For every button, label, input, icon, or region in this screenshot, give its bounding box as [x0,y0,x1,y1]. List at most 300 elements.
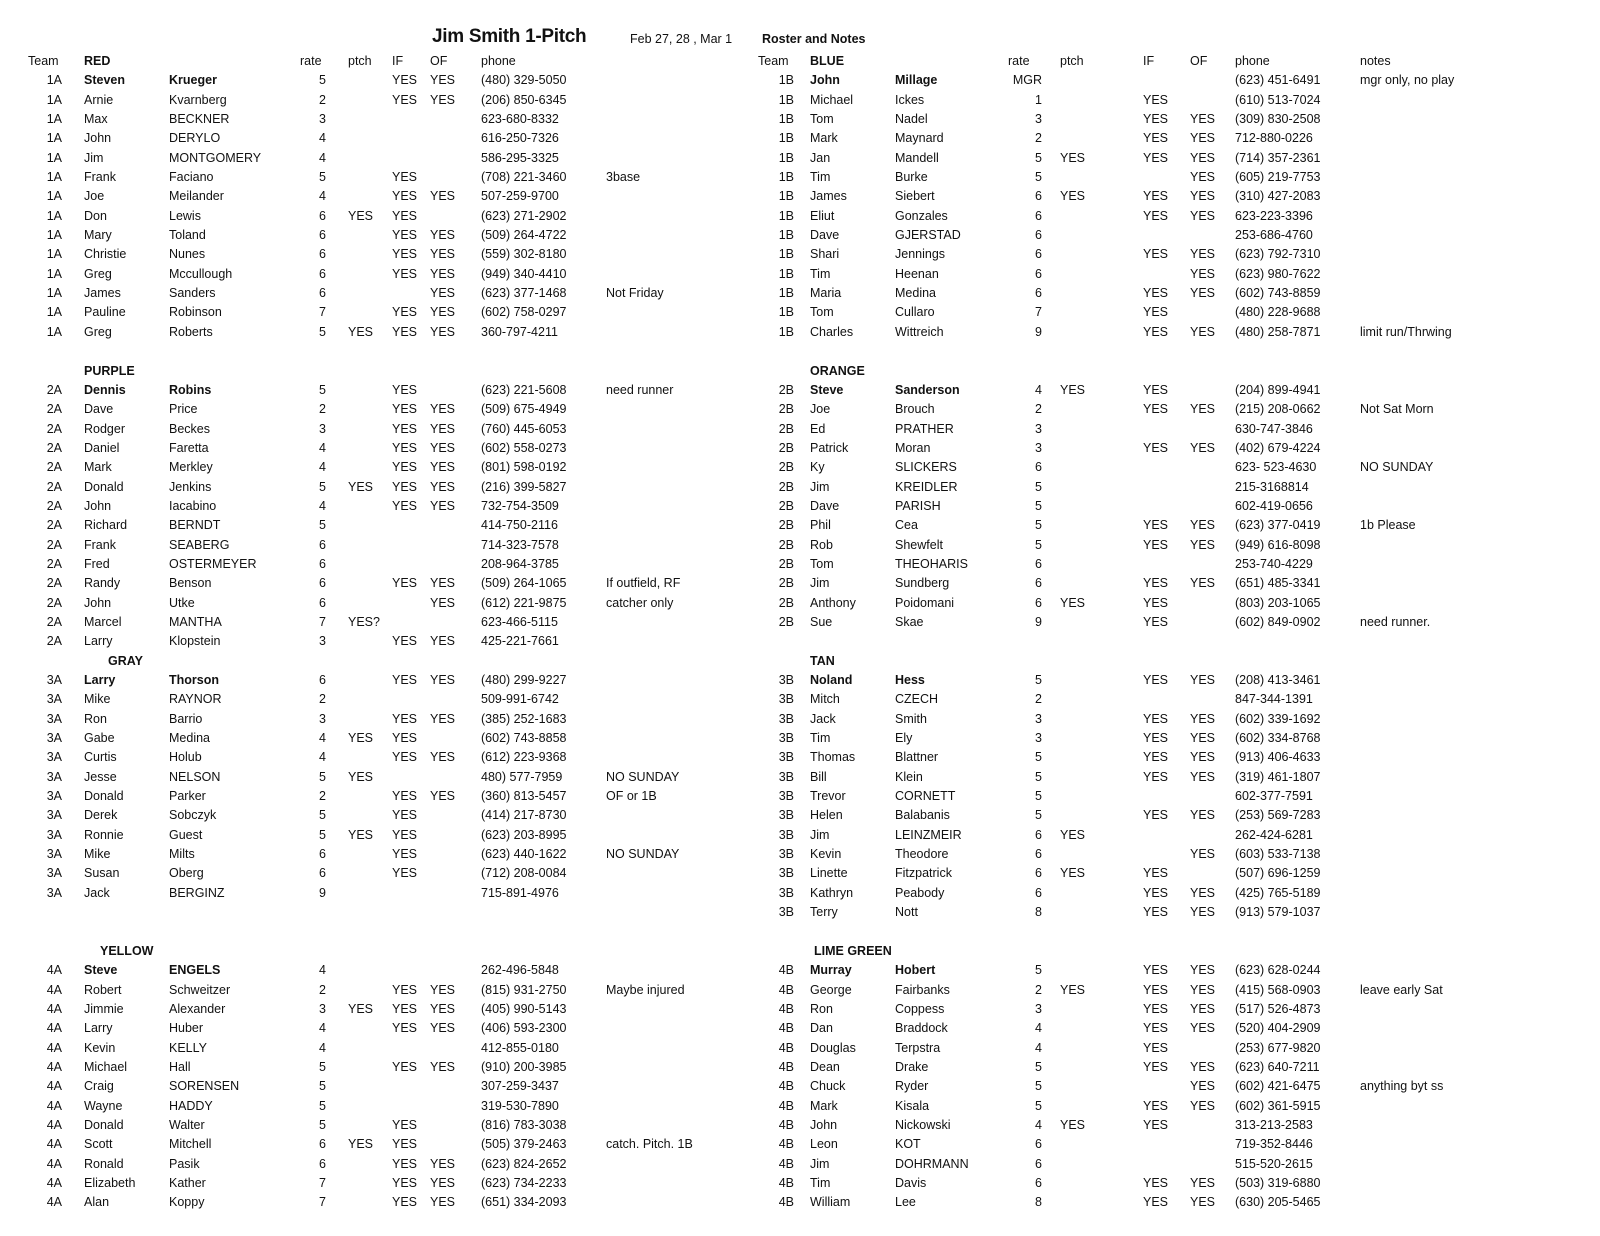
player-last-name: MONTGOMERY [169,150,262,165]
player-phone: 262-496-5848 [481,963,559,978]
player-last-name: Siebert [895,189,935,204]
player-notes: leave early Sat [1360,982,1443,997]
player-last-name: Nickowski [895,1117,951,1132]
player-first-name: Leon [810,1137,838,1152]
player-first-name: Kathryn [810,885,854,900]
player-phone: (801) 598-0192 [481,460,567,475]
player-row [0,961,740,980]
player-team-code: 4A [46,1079,62,1094]
player-infield: YES [1143,1175,1169,1190]
player-infield: YES [392,982,418,997]
player-team-code: 2A [46,479,62,494]
player-row [0,71,740,90]
player-phone: (714) 357-2361 [1235,150,1321,165]
player-team-code: 2A [46,402,62,417]
player-last-name: Cullaro [895,305,935,320]
player-last-name: Holub [169,750,202,765]
player-notes: catch. Pitch. 1B [606,1137,693,1152]
player-last-name: Jenkins [169,479,212,494]
player-team-code: 3A [46,711,62,726]
player-row [760,594,1600,613]
player-last-name: SORENSEN [169,1079,240,1094]
player-outfield: YES [1190,440,1216,455]
player-team-code: 3B [778,673,794,687]
player-team-code: 4B [778,1001,794,1016]
player-rate: 6 [319,266,326,281]
player-first-name: Mark [84,460,112,475]
player-rate: 4 [1035,382,1042,397]
player-last-name: Price [169,402,198,417]
player-last-name: Millage [895,73,938,88]
player-outfield: YES [430,189,456,204]
player-row [760,1135,1600,1154]
player-first-name: Ron [810,1001,833,1016]
player-rate: 5 [319,769,326,784]
player-phone: 715-891-4976 [481,885,559,900]
player-team-code: 2A [46,576,62,591]
player-team-code: 3B [778,711,794,726]
team-name-yellow: YELLOW [100,943,154,958]
player-first-name: Tom [810,112,834,127]
player-outfield: YES [1190,711,1216,726]
player-rate: 2 [319,982,326,997]
player-last-name: RAYNOR [169,692,222,707]
player-team-code: 3A [46,769,62,784]
player-phone: (623) 640-7211 [1235,1059,1320,1074]
player-phone: (708) 221-3460 [481,170,567,185]
player-team-code: 4A [46,963,62,978]
player-last-name: KELLY [169,1040,207,1055]
player-phone: 630-747-3846 [1235,421,1313,436]
player-row [0,981,740,1000]
player-outfield: YES [1190,402,1216,417]
player-last-name: Koppy [169,1195,205,1210]
player-rate: 5 [1035,769,1042,784]
player-team-code: 2B [778,479,794,494]
player-notes: NO SUNDAY [606,769,680,784]
team-block-gray [0,671,740,903]
player-phone: 623-223-3396 [1235,208,1313,223]
player-first-name: Arnie [84,92,114,107]
player-last-name: Roberts [169,324,213,339]
player-team-code: 1A [46,286,62,301]
player-infield: YES [1143,92,1169,107]
player-rate: 6 [1035,266,1042,281]
player-outfield: YES [430,789,456,804]
player-team-code: 1B [778,73,794,88]
player-ptch: YES [1060,382,1086,397]
player-team-code: 3B [778,827,794,842]
player-first-name: Max [84,112,108,127]
player-last-name: Parker [169,789,206,804]
player-last-name: Faretta [169,440,209,455]
player-first-name: James [84,286,121,301]
player-first-name: Daniel [84,440,120,455]
player-last-name: CORNETT [895,789,956,804]
player-outfield: YES [430,673,456,687]
player-team-code: 1B [778,131,794,146]
player-phone: 215-3168814 [1235,479,1309,494]
player-first-name: Steve [810,382,844,397]
player-team-code: 3B [778,789,794,804]
player-team-code: 1B [778,286,794,301]
player-row [0,439,740,458]
player-first-name: Dave [810,498,840,513]
player-last-name: Meilander [169,189,224,204]
player-team-code: 2A [46,382,62,397]
player-team-code: 3B [778,905,794,920]
player-first-name: Anthony [810,595,856,610]
player-phone: (602) 758-0297 [481,305,567,320]
player-row [760,536,1600,555]
player-first-name: Wayne [84,1098,123,1113]
player-row [760,864,1600,883]
player-team-code: 2B [778,614,794,629]
player-outfield: YES [1190,266,1216,281]
player-rate: MGR [1012,73,1042,88]
player-notes: need runner [606,382,674,397]
player-phone: (910) 200-3985 [481,1059,567,1074]
player-row [760,149,1600,168]
header-rate: rate [1008,54,1030,68]
player-phone: (520) 404-2909 [1235,1021,1321,1036]
player-team-code: 3A [46,808,62,823]
player-first-name: Tim [810,731,831,746]
player-rate: 1 [1035,92,1042,107]
player-team-code: 4A [46,982,62,997]
player-first-name: Greg [84,266,112,281]
player-first-name: Marcel [84,614,122,629]
player-last-name: Ryder [895,1079,929,1094]
player-team-code: 1A [46,170,62,185]
player-rate: 5 [319,827,326,842]
player-first-name: George [810,982,852,997]
player-team-code: 2B [778,460,794,475]
player-last-name: Maynard [895,131,944,146]
player-first-name: Helen [810,808,843,823]
player-phone: (480) 228-9688 [1235,305,1321,320]
player-first-name: Mark [810,131,838,146]
player-row [760,1039,1600,1058]
player-rate: 2 [1035,982,1042,997]
player-row [0,284,740,303]
player-row [760,458,1600,477]
player-infield: YES [392,711,418,726]
player-rate: 5 [1035,673,1042,687]
player-rate: 6 [1035,1156,1042,1171]
player-infield: YES [392,1156,418,1171]
player-team-code: 4A [46,1021,62,1036]
player-first-name: Dan [810,1021,833,1036]
header-ptch: ptch [348,54,372,68]
player-outfield: YES [430,576,456,591]
player-team-code: 1B [778,150,794,165]
player-row [760,787,1600,806]
player-team-code: 1A [46,73,62,88]
player-row [0,245,740,264]
player-phone: (623) 440-1622 [481,847,567,862]
player-infield: YES [392,440,418,455]
player-phone: (602) 361-5915 [1235,1098,1321,1113]
player-team-code: 3A [46,866,62,881]
player-phone: (712) 208-0084 [481,866,567,881]
player-team-code: 1A [46,228,62,243]
player-phone: (623) 377-0419 [1235,518,1321,533]
header-ptch: ptch [1060,54,1084,68]
player-team-code: 4A [46,1117,62,1132]
player-last-name: Sundberg [895,576,950,591]
player-first-name: Fred [84,556,110,571]
player-ptch: YES [1060,982,1086,997]
player-outfield: YES [1190,170,1216,185]
player-outfield: YES [1190,731,1216,746]
player-last-name: Iacabino [169,498,217,513]
player-first-name: Patrick [810,440,849,455]
player-first-name: Dennis [84,382,126,397]
player-row [760,284,1600,303]
player-phone: 414-750-2116 [481,518,558,533]
player-infield: YES [392,498,418,513]
player-first-name: Jim [810,576,830,591]
player-row [760,91,1600,110]
left-roster-column [0,52,740,1213]
player-phone: (208) 413-3461 [1235,673,1321,687]
player-row [760,613,1600,632]
player-last-name: DOHRMANN [895,1156,969,1171]
player-last-name: PARISH [895,498,941,513]
player-first-name: Ronnie [84,827,124,842]
player-first-name: Ed [810,421,826,436]
player-infield: YES [392,460,418,475]
player-row [760,497,1600,516]
player-last-name: BERGINZ [169,885,225,900]
player-first-name: Jim [84,150,104,165]
column-header-row [760,52,1600,71]
player-infield: YES [392,189,418,204]
player-first-name: Jan [810,150,831,165]
player-ptch: YES [1060,866,1086,881]
player-row [760,439,1600,458]
player-last-name: Kather [169,1175,206,1190]
player-row [0,1174,740,1193]
player-phone: (623) 792-7310 [1235,247,1321,262]
player-first-name: Mitch [810,692,840,707]
player-team-code: 1A [46,208,62,223]
player-notes: need runner. [1360,614,1431,629]
player-infield: YES [392,827,418,842]
player-last-name: Ely [895,731,913,746]
player-phone: (425) 765-5189 [1235,885,1321,900]
player-phone: (505) 379-2463 [481,1137,567,1152]
player-phone: (623) 271-2902 [481,208,567,223]
player-team-code: 1A [46,266,62,281]
player-infield: YES [392,1137,418,1152]
player-last-name: ENGELS [169,963,221,978]
player-row [0,1135,740,1154]
player-row [0,884,740,903]
player-outfield: YES [1190,112,1216,127]
player-team-code: 3B [778,885,794,900]
player-rate: 4 [319,440,326,455]
player-infield: YES [392,1195,418,1210]
team-name-lime-green: LIME GREEN [814,943,892,958]
player-last-name: Mccullough [169,266,233,281]
player-last-name: Burke [895,170,928,185]
player-first-name: Mike [84,847,111,862]
player-last-name: Theodore [895,847,949,862]
player-team-code: 2B [778,440,794,455]
player-rate: 5 [1035,750,1042,765]
header-rate: rate [300,54,322,68]
player-team-code: 1A [46,150,62,165]
team-block-tan [760,671,1600,922]
player-phone: (319) 461-1807 [1235,769,1321,784]
player-phone: (509) 264-1065 [481,576,567,591]
player-rate: 5 [1035,1059,1042,1074]
player-ptch: YES [1060,595,1086,610]
player-team-code: 3A [46,750,62,765]
player-first-name: Sue [810,614,833,629]
player-phone: (402) 679-4224 [1235,440,1321,455]
player-phone: 732-754-3509 [481,498,559,513]
player-infield: YES [392,228,418,243]
player-phone: (309) 830-2508 [1235,112,1321,127]
player-team-code: 4A [46,1098,62,1113]
player-first-name: John [84,498,112,513]
team-name-red: RED [84,54,111,68]
player-rate: 4 [319,731,326,746]
header-phone: phone [481,54,516,68]
player-phone: (630) 205-5465 [1235,1195,1321,1210]
player-phone: (509) 675-4949 [481,402,567,417]
player-notes: mgr only, no play [1360,73,1455,88]
player-team-code: 3B [778,847,794,862]
player-rate: 3 [1035,1001,1042,1016]
player-team-code: 4B [778,1040,794,1055]
player-row [760,671,1600,690]
player-infield: YES [1143,440,1169,455]
player-first-name: Jim [810,1156,830,1171]
player-last-name: Pasik [169,1156,200,1171]
player-first-name: Elizabeth [84,1175,136,1190]
player-last-name: Skae [895,614,924,629]
player-team-code: 3A [46,731,62,746]
player-phone: (913) 579-1037 [1235,905,1321,920]
player-phone: (949) 340-4410 [481,266,567,281]
player-last-name: Jennings [895,247,946,262]
player-team-code: 1A [46,92,62,107]
player-row [760,265,1600,284]
player-rate: 9 [1035,324,1042,339]
player-team-code: 2B [778,498,794,513]
player-rate: 3 [1035,440,1042,455]
player-row [0,1000,740,1019]
player-rate: 6 [1035,866,1042,881]
player-rate: 2 [319,92,326,107]
player-last-name: Hobert [895,963,936,978]
player-outfield: YES [1190,324,1216,339]
player-row [0,1019,740,1038]
player-team-code: 1A [46,247,62,262]
player-phone: (360) 813-5457 [481,789,567,804]
player-first-name: Donald [84,789,124,804]
player-outfield: YES [1190,750,1216,765]
player-notes: OF or 1B [606,789,657,804]
player-outfield: YES [430,750,456,765]
player-last-name: Braddock [895,1021,948,1036]
player-row [760,981,1600,1000]
player-row [0,110,740,129]
player-phone: (760) 445-6053 [481,421,567,436]
player-row [760,110,1600,129]
player-rate: 3 [319,112,326,127]
player-outfield: YES [430,595,456,610]
player-infield: YES [1143,1117,1169,1132]
player-row [0,574,740,593]
player-first-name: Larry [84,1021,113,1036]
player-first-name: Dean [810,1059,840,1074]
player-phone: (816) 783-3038 [481,1117,567,1132]
player-phone: (602) 334-8768 [1235,731,1321,746]
player-last-name: Davis [895,1175,927,1190]
player-rate: 3 [319,421,326,436]
player-phone: 253-740-4229 [1235,556,1313,571]
player-first-name: Curtis [84,750,117,765]
player-last-name: BECKNER [169,112,230,127]
player-team-code: 4B [778,1137,794,1152]
player-row [0,91,740,110]
player-first-name: Kevin [810,847,842,862]
player-first-name: Jack [84,885,110,900]
header-notes: notes [1360,54,1391,68]
player-first-name: Tim [810,266,831,281]
player-last-name: Shewfelt [895,537,943,552]
player-phone: (385) 252-1683 [481,711,567,726]
player-team-code: 1A [46,131,62,146]
player-row [0,1077,740,1096]
player-infield: YES [392,1001,418,1016]
player-first-name: Mary [84,228,112,243]
player-phone: (559) 302-8180 [481,247,567,262]
player-phone: (623) 221-5608 [481,382,567,397]
player-phone: 208-964-3785 [481,556,559,571]
player-phone: (803) 203-1065 [1235,595,1321,610]
player-first-name: Dave [810,228,840,243]
player-last-name: Medina [895,286,936,301]
player-row [760,478,1600,497]
player-first-name: Larry [84,634,113,649]
player-first-name: John [810,73,840,88]
player-last-name: SLICKERS [895,460,957,475]
player-rate: 6 [319,866,326,881]
player-phone: (602) 849-0902 [1235,614,1321,629]
player-infield: YES [392,789,418,804]
player-rate: 5 [319,1117,326,1132]
player-outfield: YES [1190,537,1216,552]
player-team-code: 4B [778,1021,794,1036]
player-phone: 602-419-0656 [1235,498,1313,513]
player-rate: 5 [319,479,326,494]
player-infield: YES [392,731,418,746]
player-row [760,400,1600,419]
player-outfield: YES [430,460,456,475]
column-header-row [0,52,740,71]
player-phone: (253) 677-9820 [1235,1040,1321,1055]
player-infield: YES [1143,866,1169,881]
player-rate: 7 [319,1195,326,1210]
player-phone: (913) 406-4633 [1235,750,1321,765]
player-phone: (623) 451-6491 [1235,73,1321,88]
